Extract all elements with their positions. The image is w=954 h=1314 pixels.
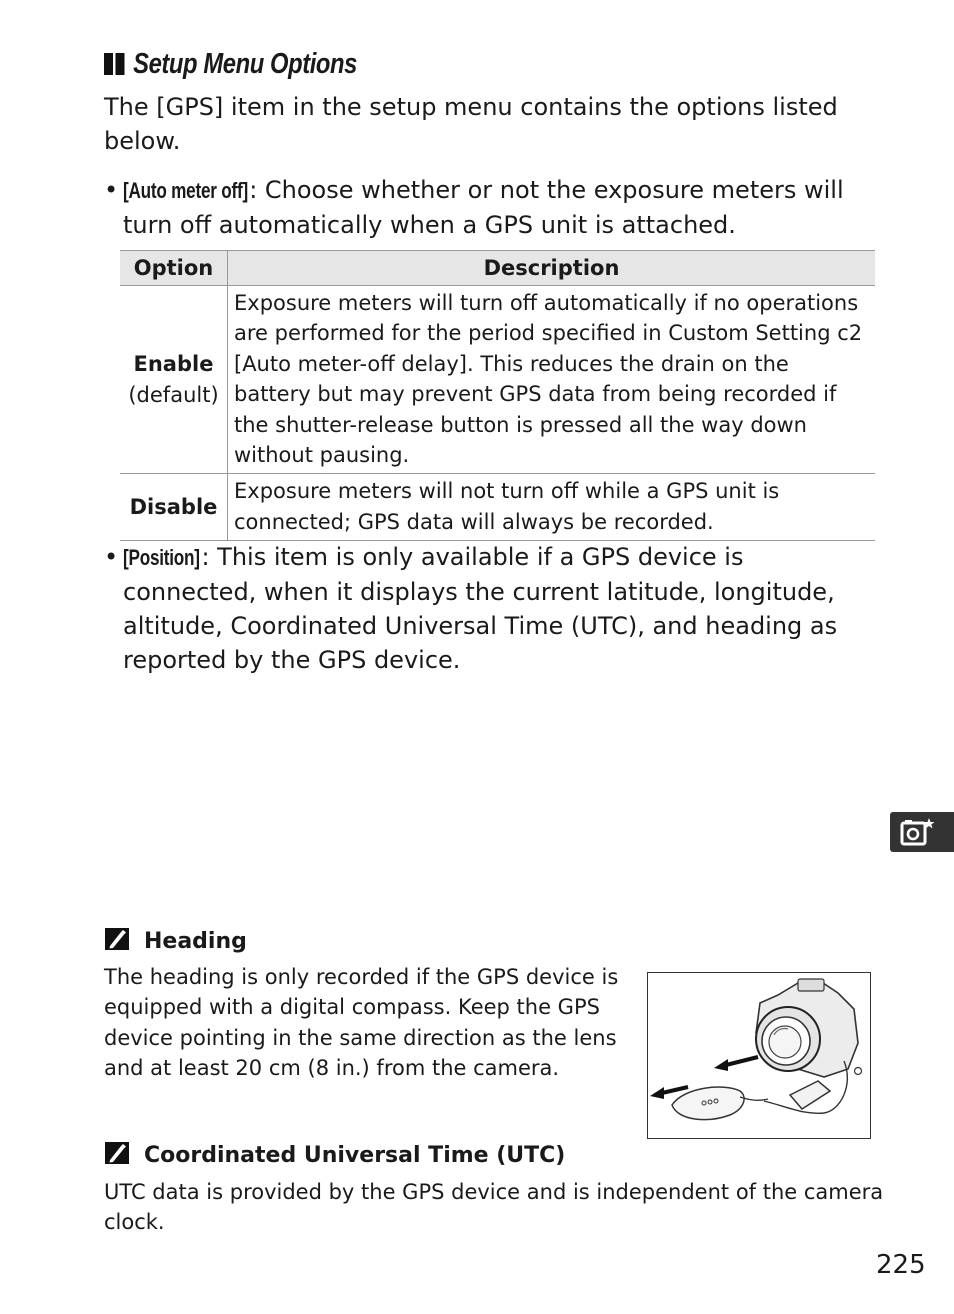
side-tab: [890, 812, 954, 852]
table-row: [120, 474, 875, 541]
option-default-note: (default): [128, 382, 219, 407]
table-header-row: [120, 251, 875, 286]
bullet-text: : This item is only available if a GPS device is connected, when it displays the current latitude, longitude, altitude, Coordinated Universal Time (UTC), and heading as reported by the GPS device.: [123, 543, 838, 674]
camera-with-gps-unit-illustration: [648, 973, 870, 1138]
option-name: Enable: [133, 352, 214, 377]
note-body: UTC data is provided by the GPS device and is independent of the camera clock.: [104, 1180, 884, 1235]
header-option: Option: [120, 251, 228, 286]
bullet-position: [104, 540, 874, 677]
table-row: [120, 286, 875, 474]
note-title: Coordinated Universal Time (UTC): [144, 1143, 566, 1168]
bullet-keyword: [Auto meter off]: [123, 178, 248, 203]
bullet-auto-meter-off: [104, 173, 874, 242]
title-bar-mark: [104, 53, 113, 75]
option-name: Disable: [129, 495, 218, 520]
bullet-dot: •: [104, 176, 119, 204]
intro-paragraph: The [GPS] item in the setup menu contains the options listed below.: [104, 93, 838, 155]
pencil-note-icon: [104, 1141, 130, 1165]
title-bar-mark: [115, 53, 124, 75]
bullet-dot: •: [104, 543, 119, 571]
bullet-keyword: [Position]: [123, 545, 200, 570]
bullet-text: : Choose whether or not the exposure meters will turn off automatically when a GPS unit is attached.: [123, 176, 844, 239]
setup-menu-icon: [890, 812, 954, 852]
note-title: Heading: [144, 929, 247, 954]
pencil-note-icon: [104, 927, 130, 951]
section-title-text: Setup Menu Options: [133, 48, 357, 80]
description-cell: Exposure meters will not turn off while a GPS unit is connected; GPS data will always be recorded.: [228, 474, 876, 541]
description-cell: Exposure meters will turn off automatically if no operations are performed for the period specified in Custom Setting c2 [Auto meter-off delay]. This reduces the drain on the battery but may prevent GPS data from being recorded if the shutter-release button is pressed all the way down without pausing.: [228, 286, 876, 474]
note-body: The heading is only recorded if the GPS device is equipped with a digital compass. Keep the GPS device pointing in the same direction as the lens and at least 20 cm (8 in.) from the camera.: [104, 965, 619, 1081]
options-table: [120, 250, 875, 541]
option-cell: [120, 286, 228, 474]
section-title: [104, 48, 357, 81]
page-number: 225: [876, 1250, 926, 1280]
header-description: Description: [228, 251, 876, 286]
option-cell: [120, 474, 228, 541]
camera-gps-figure: [647, 972, 871, 1139]
